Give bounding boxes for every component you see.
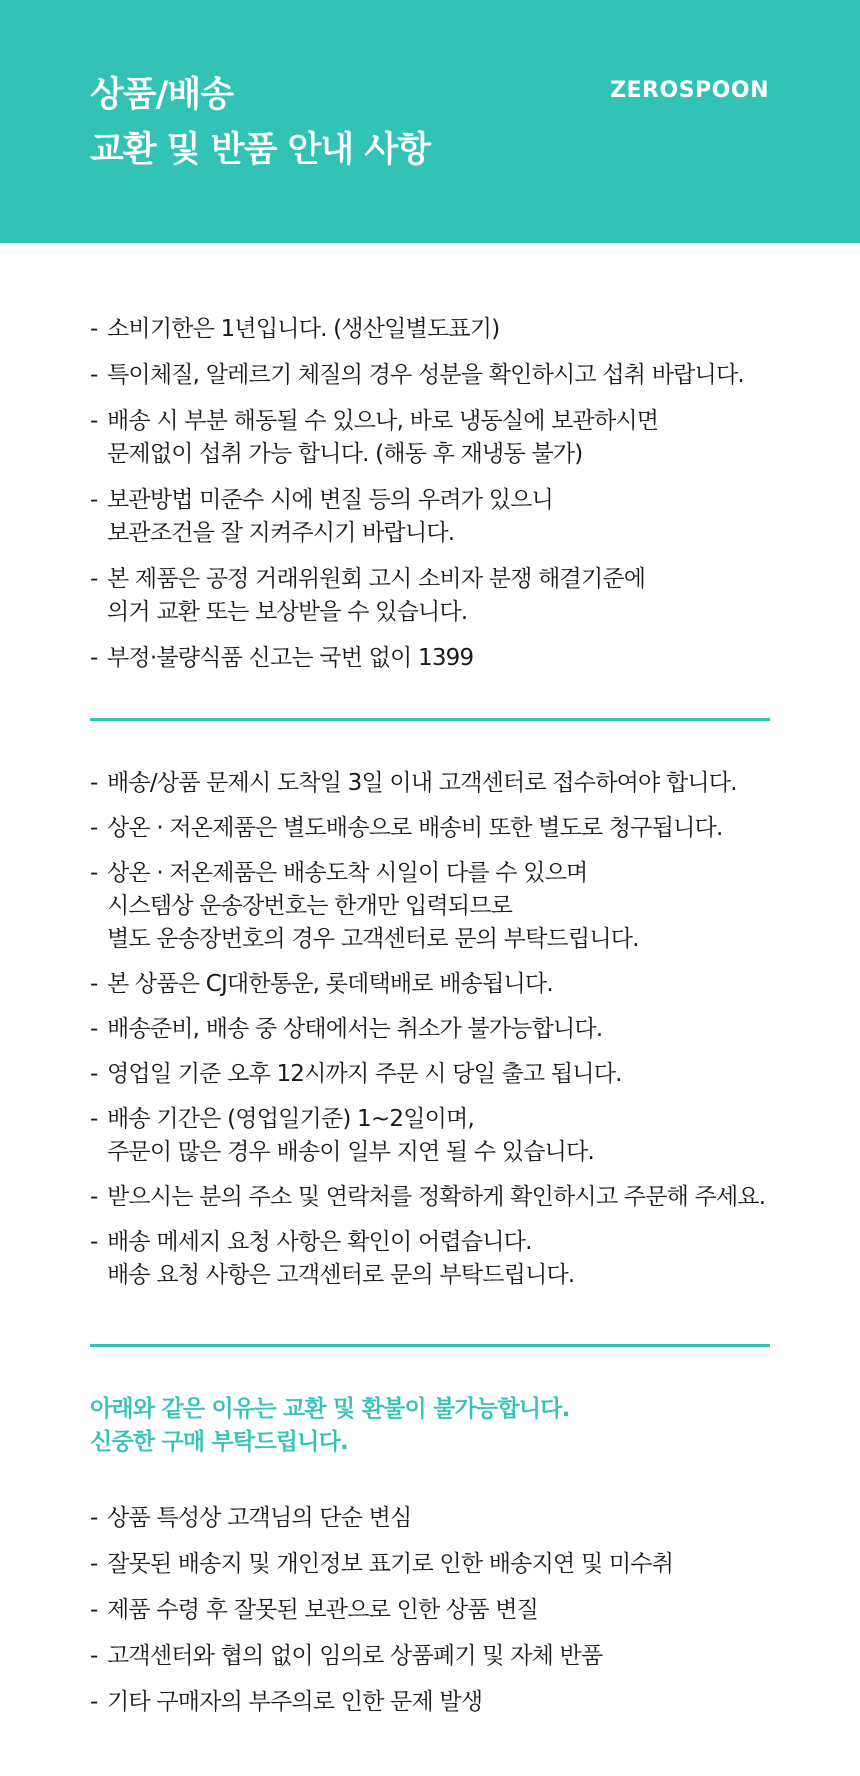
page-title bbox=[90, 68, 430, 178]
section-divider bbox=[90, 1344, 770, 1347]
list-item-text: - 본 상품은 CJ대한통운, 롯데택배로 배송됩니다. bbox=[107, 971, 553, 997]
page-title-line2: 교환 및 반품 안내 사항 bbox=[90, 130, 431, 170]
list-item bbox=[90, 405, 744, 471]
list-item-text: - 본 제품은 공정 거래위원회 고시 소비자 분쟁 해결기준에 bbox=[107, 566, 646, 592]
refund-notice-line1: 아래와 같은 이유는 교환 및 환불이 불가능합니다. bbox=[90, 1396, 570, 1422]
list-item-text: - 소비기한은 1년입니다. (생산일별도표기) bbox=[107, 316, 500, 342]
list-item bbox=[90, 1013, 765, 1046]
list-item-text: - 상품 특성상 고객님의 단순 변심 bbox=[107, 1505, 412, 1531]
list-item-text: - 부정·불량식품 신고는 국번 없이 1399 bbox=[107, 645, 474, 671]
list-item bbox=[90, 1686, 673, 1719]
list-item-text: 주문이 많은 경우 배송이 일부 지연 될 수 있습니다. bbox=[107, 1139, 594, 1165]
list-item-text: 의거 교환 또는 보상받을 수 있습니다. bbox=[107, 599, 468, 625]
list-item-text: - 배송 시 부분 해동될 수 있으나, 바로 냉동실에 보관하시면 bbox=[107, 408, 659, 434]
list-item-text: - 영업일 기준 오후 12시까지 주문 시 당일 출고 됩니다. bbox=[107, 1061, 622, 1087]
section-divider bbox=[90, 718, 770, 721]
list-item bbox=[90, 767, 765, 800]
list-item-text: 문제없이 섭취 가능 합니다. (해동 후 재냉동 불가) bbox=[107, 441, 583, 467]
list-item bbox=[90, 484, 744, 550]
list-item-text: 별도 운송장번호의 경우 고객센터로 문의 부탁드립니다. bbox=[107, 926, 639, 952]
list-item-text: - 상온 · 저온제품은 별도배송으로 배송비 또한 별도로 청구됩니다. bbox=[107, 815, 723, 841]
list-item-text: - 보관방법 미준수 시에 변질 등의 우려가 있으니 bbox=[107, 487, 554, 513]
product-info-list bbox=[90, 313, 744, 688]
list-item-text: 시스템상 운송장번호는 한개만 입력되므로 bbox=[107, 893, 513, 919]
list-item bbox=[90, 968, 765, 1001]
list-item-text: - 배송/상품 문제시 도착일 3일 이내 고객센터로 접수하여야 합니다. bbox=[107, 770, 737, 796]
page-title-line1: 상품/배송 bbox=[90, 75, 234, 115]
list-item bbox=[90, 1181, 765, 1214]
brand-logo: ZEROSPOON bbox=[610, 78, 769, 103]
list-item-text: - 제품 수령 후 잘못된 보관으로 인한 상품 변질 bbox=[107, 1597, 539, 1623]
list-item bbox=[90, 1640, 673, 1673]
list-item bbox=[90, 857, 765, 956]
list-item-text: - 기타 구매자의 부주의로 인한 문제 발생 bbox=[107, 1689, 483, 1715]
list-item-text: - 배송준비, 배송 중 상태에서는 취소가 불가능합니다. bbox=[107, 1016, 603, 1042]
refund-notice bbox=[90, 1393, 570, 1459]
list-item-text: - 고객센터와 협의 없이 임의로 상품폐기 및 자체 반품 bbox=[107, 1643, 603, 1669]
list-item-text: - 받으시는 분의 주소 및 연락처를 정확하게 확인하시고 주문해 주세요. bbox=[107, 1184, 766, 1210]
refund-notice-line2: 신중한 구매 부탁드립니다. bbox=[90, 1429, 348, 1455]
list-item-text: - 상온 · 저온제품은 배송도착 시일이 다를 수 있으며 bbox=[107, 860, 588, 886]
list-item bbox=[90, 1058, 765, 1091]
list-item-text: 배송 요청 사항은 고객센터로 문의 부탁드립니다. bbox=[107, 1262, 575, 1288]
list-item bbox=[90, 1226, 765, 1292]
list-item bbox=[90, 1502, 673, 1535]
header-banner bbox=[0, 0, 860, 243]
no-refund-reasons-list bbox=[90, 1502, 673, 1732]
list-item-text: - 잘못된 배송지 및 개인정보 표기로 인한 배송지연 및 미수취 bbox=[107, 1551, 674, 1577]
list-item bbox=[90, 313, 744, 346]
list-item bbox=[90, 359, 744, 392]
list-item bbox=[90, 812, 765, 845]
list-item-text: - 특이체질, 알레르기 체질의 경우 성분을 확인하시고 섭취 바랍니다. bbox=[107, 362, 744, 388]
list-item bbox=[90, 642, 744, 675]
list-item bbox=[90, 563, 744, 629]
shipping-info-list bbox=[90, 767, 765, 1304]
list-item-text: - 배송 기간은 (영업일기준) 1~2일이며, bbox=[107, 1106, 474, 1132]
list-item bbox=[90, 1103, 765, 1169]
list-item bbox=[90, 1548, 673, 1581]
list-item-text: - 배송 메세지 요청 사항은 확인이 어렵습니다. bbox=[107, 1229, 532, 1255]
list-item bbox=[90, 1594, 673, 1627]
list-item-text: 보관조건을 잘 지켜주시기 바랍니다. bbox=[107, 520, 455, 546]
